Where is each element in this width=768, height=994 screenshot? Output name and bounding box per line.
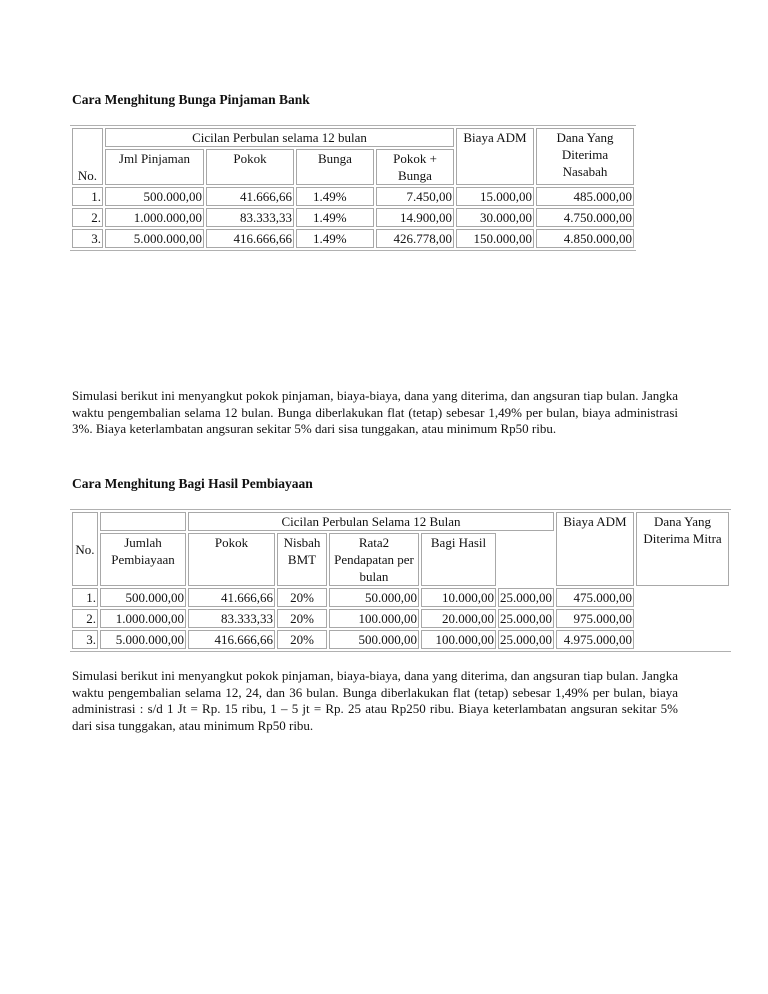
bunga-header: Bunga	[296, 149, 374, 185]
row-number: 1.	[72, 588, 98, 607]
section2-paragraph: Simulasi berikut ini menyangkut pokok pinjaman, biaya-biaya, dana yang diterima, dan angsuran tiap bulan. Jangka waktu pengembalian selama 12, 24, dan 36 bulan. Bunga diberlakukan flat (tetap) sebesar 1,49% per bulan, biaya administrasi : s/d 1 Jt = Rp. 15 ribu, 1 – 5 jt = Rp. 25 atau Rp250 ribu. Biaya keterlambatan angsuran sekitar 5% dari sisa tunggakan, atau minimum Rp50 ribu.	[72, 668, 678, 733]
adm-cell: 15.000,00	[456, 187, 534, 206]
pokok-cell: 41.666,66	[206, 187, 294, 206]
table-header-row	[72, 128, 634, 147]
loan-interest-table	[70, 125, 636, 251]
table-row	[72, 630, 729, 649]
nisbah-cell: 20%	[277, 609, 327, 628]
dana-cell: 4.975.000,00	[556, 630, 634, 649]
row-number: 3.	[72, 630, 98, 649]
jumlah-cell: 5.000.000,00	[100, 630, 186, 649]
dana-cell: 4.850.000,00	[536, 229, 634, 248]
jml-cell: 500.000,00	[105, 187, 204, 206]
adm-cell: 150.000,00	[456, 229, 534, 248]
pokok-cell: 83.333,33	[206, 208, 294, 227]
dana-header: Dana Yang Diterima Nasabah	[536, 128, 634, 185]
dana-cell: 4.750.000,00	[536, 208, 634, 227]
section2-title: Cara Menghitung Bagi Hasil Pembiayaan	[72, 476, 313, 491]
no-header: No.	[72, 128, 103, 185]
pokok-header: Pokok	[188, 533, 275, 586]
dana-header: Dana Yang Diterima Mitra	[636, 512, 729, 586]
nisbah-cell: 20%	[277, 630, 327, 649]
table-row	[72, 609, 729, 628]
bagi-hasil-header: Bagi Hasil	[421, 533, 496, 586]
jml-pinjaman-header: Jml Pinjaman	[105, 149, 204, 185]
pokok-cell: 41.666,66	[188, 588, 275, 607]
pokok-cell: 416.666,66	[188, 630, 275, 649]
adm-cell: 25.000,00	[500, 632, 552, 647]
dana-cell: 485.000,00	[536, 187, 634, 206]
rata-cell: 50.000,00	[329, 588, 419, 607]
table-row	[72, 187, 634, 206]
pokok-bunga-header: Pokok + Bunga	[376, 149, 454, 185]
table-row	[72, 229, 634, 248]
pokok-bunga-cell: 7.450,00	[376, 187, 454, 206]
table-header-row	[72, 512, 729, 531]
pokok-bunga-cell: 426.778,00	[376, 229, 454, 248]
table-row	[72, 208, 634, 227]
no-header: No.	[72, 512, 98, 586]
rata-cell: 500.000,00	[329, 630, 419, 649]
adm-cell: 25.000,00	[500, 611, 552, 626]
group-header: Cicilan Perbulan selama 12 bulan	[105, 128, 454, 147]
section1-paragraph: Simulasi berikut ini menyangkut pokok pinjaman, biaya-biaya, dana yang diterima, dan angsuran tiap bulan. Jangka waktu pengembalian selama 12 bulan. Bunga diberlakukan flat (tetap) sebesar 1,49% per bulan, biaya administrasi 3%. Biaya keterlambatan angsuran sekitar 5% dari sisa tunggakan, atau minimum Rp50 ribu.	[72, 388, 678, 436]
section1-title: Cara Menghitung Bunga Pinjaman Bank	[72, 92, 310, 107]
jumlah-cell: 1.000.000,00	[100, 609, 186, 628]
bagi-hasil-cell: 20.000,00	[421, 609, 496, 628]
dana-cell: 975.000,00	[556, 609, 634, 628]
jml-cell: 1.000.000,00	[105, 208, 204, 227]
row-number: 1.	[72, 187, 103, 206]
group-header: Cicilan Perbulan Selama 12 Bulan	[188, 512, 554, 531]
table-row	[72, 588, 729, 607]
pokok-header: Pokok	[206, 149, 294, 185]
jumlah-cell: 500.000,00	[100, 588, 186, 607]
bagi-hasil-cell: 10.000,00	[421, 588, 496, 607]
bunga-cell: 1.49%	[296, 229, 374, 248]
jumlah-header: Jumlah Pembiayaan	[100, 533, 186, 586]
adm-cell: 25.000,00	[500, 590, 552, 605]
nisbah-cell: 20%	[277, 588, 327, 607]
nisbah-header: Nisbah BMT	[277, 533, 327, 586]
row-number: 2.	[72, 208, 103, 227]
dana-cell: 475.000,00	[556, 588, 634, 607]
adm-header: Biaya ADM	[556, 512, 634, 586]
jml-cell: 5.000.000,00	[105, 229, 204, 248]
pokok-bunga-cell: 14.900,00	[376, 208, 454, 227]
row-number: 3.	[72, 229, 103, 248]
rata-cell: 100.000,00	[329, 609, 419, 628]
blank-header-cell	[100, 512, 186, 531]
adm-header: Biaya ADM	[456, 128, 534, 185]
bunga-cell: 1.49%	[296, 208, 374, 227]
rata-header: Rata2 Pendapatan per bulan	[329, 533, 419, 586]
bagi-hasil-cell: 100.000,00	[421, 630, 496, 649]
pokok-cell: 416.666,66	[206, 229, 294, 248]
profit-sharing-table	[70, 509, 731, 652]
adm-cell: 30.000,00	[456, 208, 534, 227]
pokok-cell: 83.333,33	[188, 609, 275, 628]
bunga-cell: 1.49%	[296, 187, 374, 206]
row-number: 2.	[72, 609, 98, 628]
